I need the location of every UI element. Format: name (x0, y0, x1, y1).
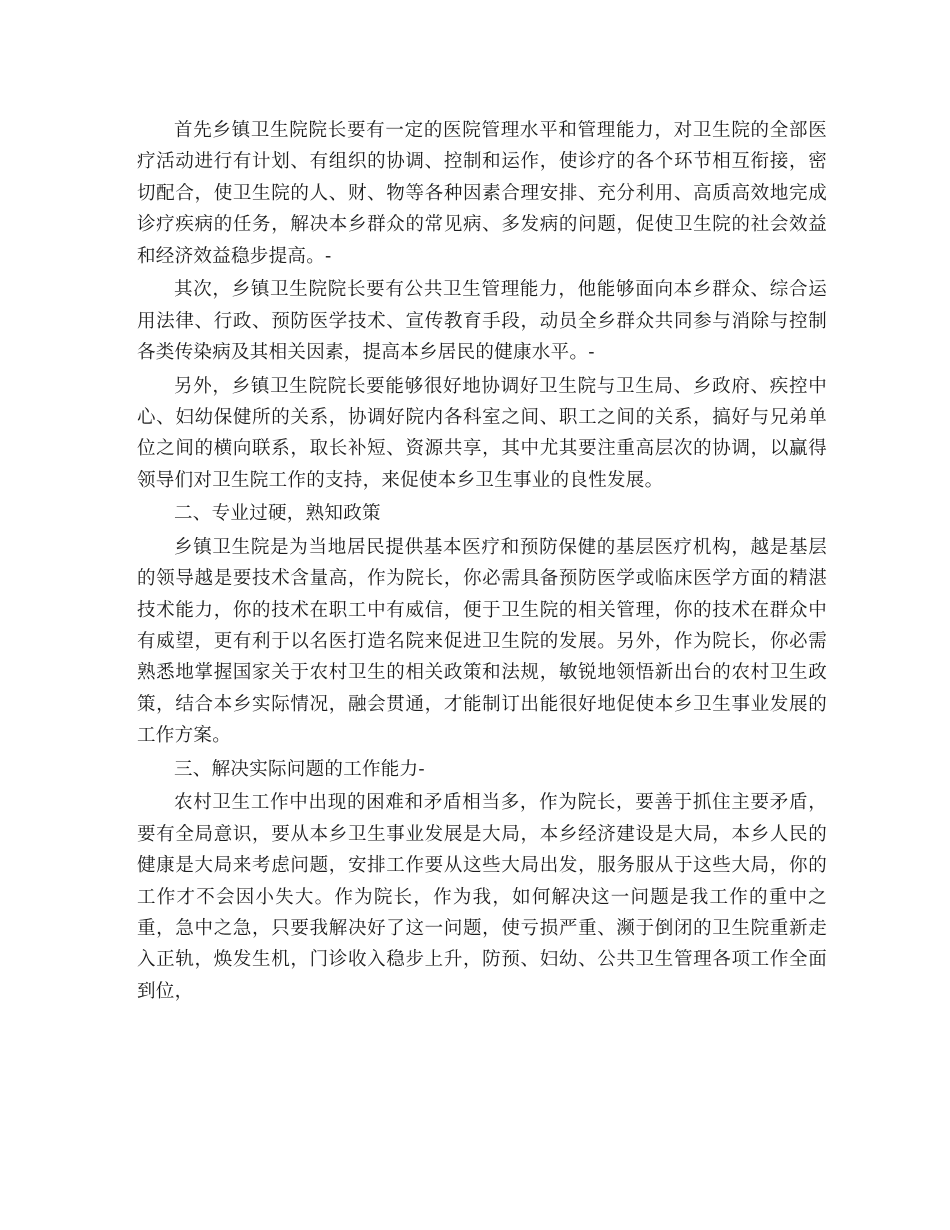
paragraph-practical-problems: 农村卫生工作中出现的困难和矛盾相当多，作为院长，要善于抓住主要矛盾，要有全局意识，要从本乡卫生事业发展是大局，本乡经济建设是大局，本乡人民的健康是大局来考虑问题，安排工作要从这些大局出发，服务服从于这些大局，你的工作才不会因小失大。作为院长，作为我，如何解决这一问题是我工作的重中之重，急中之急，只要我解决好了这一问题，使亏损严重、濒于倒闭的卫生院重新走入正轨，焕发生机，门诊收入稳步上升，防预、妇幼、公共卫生管理各项工作全面到位， (137, 792, 827, 1002)
paragraph-professional-skill: 乡镇卫生院是为当地居民提供基本医疗和预防保健的基层医疗机构，越是基层的领导越是要技术含量高，作为院长，你必需具备预防医学或临床医学方面的精湛技术能力，你的技术在职工中有威信，便于卫生院的相关管理，你的技术在群众中有威望，更有利于以名医打造名院来促进卫生院的发展。另外，作为院长，你必需熟悉地掌握国家关于农村卫生的相关政策和法规，敏锐地领悟新出台的农村卫生政策，结合本乡实际情况，融会贯通，才能制订出能很好地促使本乡卫生事业发展的工作方案。 (137, 536, 827, 747)
section-heading-2: 二、专业过硬，熟知政策 (174, 503, 381, 525)
paragraph-coordination: 另外，乡镇卫生院院长要能够很好地协调好卫生院与卫生局、乡政府、疾控中心、妇幼保健所的关系，协调好院内各科室之间、职工之间的关系，搞好与兄弟单位之间的横向联系，取长补短、资源共享，其中尤其要注重高层次的协调，以赢得领导们对卫生院工作的支持，来促使本乡卫生事业的良性发展。 (137, 375, 827, 491)
paragraph-management-ability: 首先乡镇卫生院院长要有一定的医院管理水平和管理能力，对卫生院的全部医疗活动进行有计划、有组织的协调、控制和运作，使诊疗的各个环节相互衔接，密切配合，使卫生院的人、财、物等各种因素合理安排、充分利用、高质高效地完成诊疗疾病的任务，解决本乡群众的常见病、多发病的问题，促使卫生院的社会效益和经济效益稳步提高。- (137, 120, 827, 267)
section-heading-3: 三、解决实际问题的工作能力- (174, 758, 425, 780)
document-page (137, 115, 827, 1009)
paragraph-public-health: 其次，乡镇卫生院院长要有公共卫生管理能力，他能够面向本乡群众、综合运用法律、行政、预防医学技术、宣传教育手段，动员全乡群众共同参与消除与控制各类传染病及其相关因素，提高本乡居民的健康水平。- (137, 279, 827, 364)
